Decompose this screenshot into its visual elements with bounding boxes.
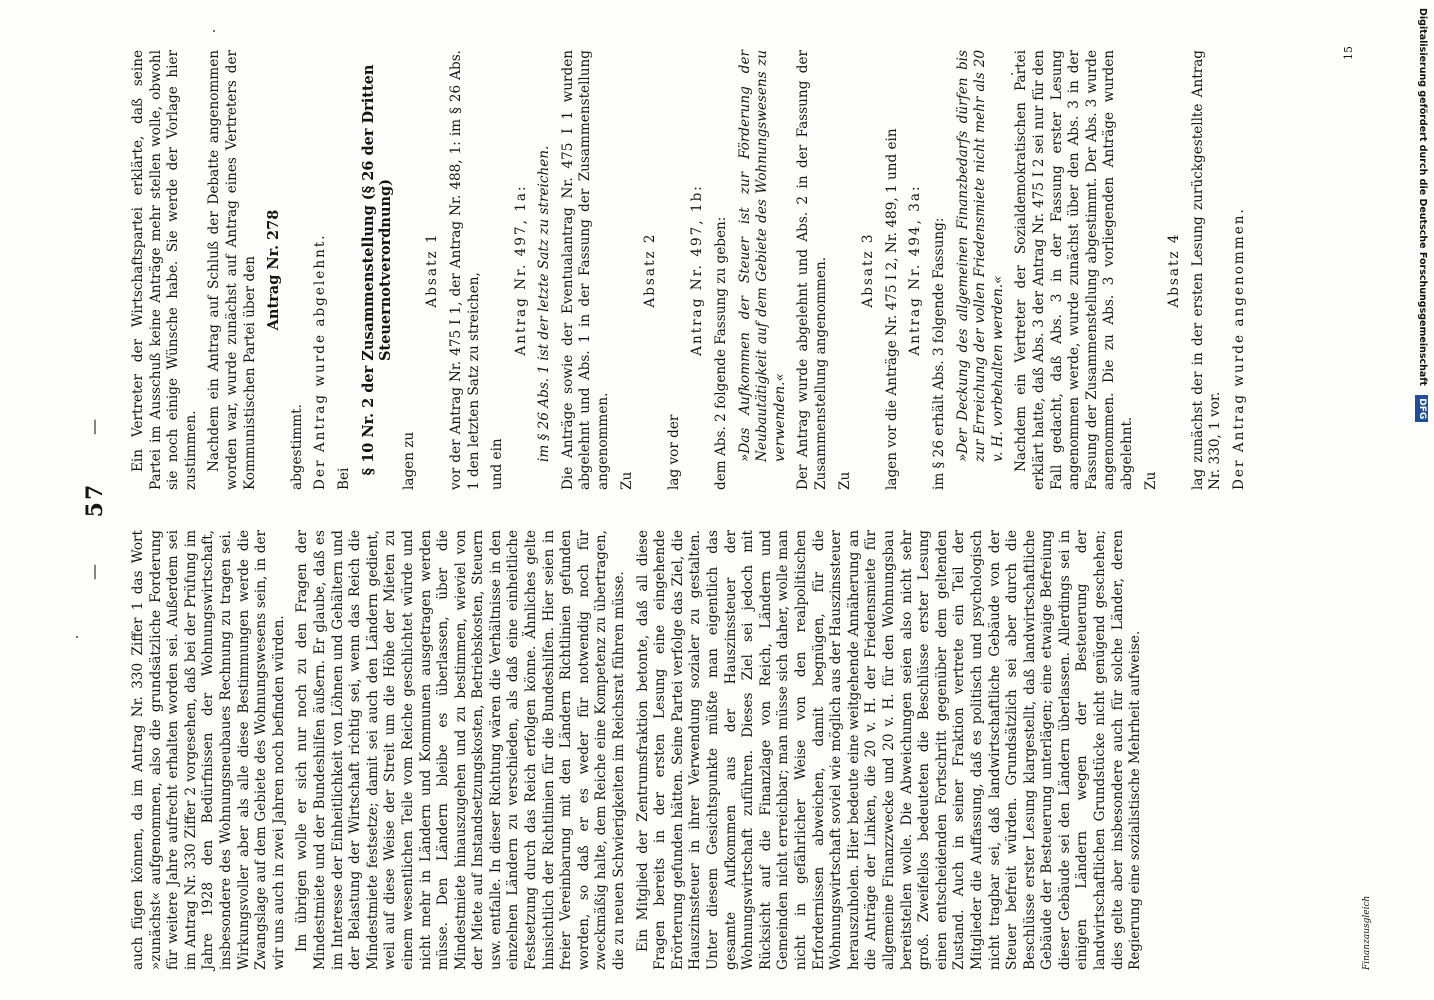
right-paragraph-3: abgestimmt. bbox=[288, 404, 305, 490]
absatz-4-heading: Absatz 4 bbox=[1166, 232, 1183, 308]
antrag-278-heading: Antrag Nr. 278 bbox=[265, 209, 283, 331]
right-paragraph-14: Der Antrag wurde angenommen. bbox=[1230, 207, 1247, 490]
digitization-credit bbox=[1413, 8, 1431, 420]
zu-text-3: Zu bbox=[1142, 471, 1159, 490]
right-paragraph-intro: Ein Vertreter der Wirtschaftspartei erklärte, daß seine Partei im Ausschuß keine Anträge mehr stellen wolle, obwohl sie noch einige Wünsche habe. Sie werde der Vorlage hier zustimmen. bbox=[130, 50, 199, 490]
page-number: 57 bbox=[82, 482, 108, 518]
rotated-page-content bbox=[62, 10, 1392, 990]
footer-signature: Finanzausgleich bbox=[1362, 895, 1372, 970]
absatz-3-heading: Absatz 3 bbox=[860, 232, 877, 308]
credit-text: Digitalisierung gefördert durch die Deutsche Forschungsgemeinschaft bbox=[1417, 8, 1428, 386]
left-paragraph-1: auch fügen können, da im Antrag Nr. 330 Ziffer 1 das Wort »zunächst« aufgenommen, also die grundsätzliche Forderung für weitere Jahre aufrecht erhalten worden sei. Außerdem sei im Antrag Nr. 330 Ziffer 2 vorgesehen, daß bei der Prüfung im Jahre 1928 den Bedürfnissen der Wohnungswirtschaft, insbesondere des Wohnungsneubaues Rechnung zu tragen sei. Wirkungsvoller aber als alle diese Bestimmungen werde die Zwangslage auf dem Gebiete des Wohnungswesens sein, in der wir uns auch in zwei Jahren noch befinden würden. bbox=[130, 530, 287, 970]
digitization-sidebar bbox=[1413, 8, 1431, 420]
right-paragraph-11: im § 26 erhält Abs. 3 folgende Fassung: bbox=[930, 217, 947, 490]
right-column bbox=[130, 50, 1254, 490]
right-paragraph-7: Die Anträge sowie der Eventualantrag Nr. 475 I 1 wurden abgelehnt und Abs. 1 in der Fassung der Zusammenstellung angenommen. bbox=[559, 50, 612, 490]
right-paragraph-9: Der Antrag wurde abgelehnt und Abs. 2 in der Fassung der Zusammenstellung angenommen. bbox=[795, 50, 829, 490]
zu-text-2: Zu bbox=[836, 471, 853, 490]
left-paragraph-2: Im übrigen wolle er sich nur noch zu den Fragen der Mindestmiete und der Bundeshilfen äußern. Er glaube, daß es im Interesse der Einheitlichkeit von Löhnen und Gehältern und der Belastung der Wirtschaft richtig sei, wenn das Reich die Mindestmiete festsetze; damit sei auch den Ländern gedient, weil auf diese Weise der Streit um die Höhe der Mieten zu einem wesentlichen Teile vom Reiche geschlichtet würde und nicht mehr in Ländern und Kommunen ausgetragen werden müsse. Den Ländern bleibe es überlassen, über die Mindestmiete hinauszugehen und zu bestimmen, wieviel von der Miete auf Instandsetzungskosten, Betriebskosten, Steuern usw. entfalle. In dieser Richtung wären die Verhältnisse in den einzelnen Ländern zu verschieden, als daß eine einheitliche Festsetzung durch das Reich erfolgen könne. Ähnliches gelte hinsichtlich der Richtlinien für die Bundeshilfen. Hier seien in freier Vereinbarung mit den Ländern Richtlinien gefunden worden, so daß er es weder für notwendig noch für zweckmäßig halte, dem Reiche eine Kompetenz zu übertragen, die zu neuen Schwierigkeiten im Reichsrat führen müsse. bbox=[294, 530, 628, 970]
right-paragraph-12: Nachdem ein Vertreter der Sozialdemokratischen Partei erklärt hatte, daß Abs. 3 der Antrag Nr. 475 I 2 sei nur für den Fall gedacht, daß Abs. 3 in der Fassung erster Lesung angenommen werde, wurde zunächst über den Abs. 3 in der Fassung der Zusammenstellung abgestimmt. Der Abs. 3 wurde angenommen. Die zu Abs. 3 vorliegenden Anträge wurden abgelehnt. bbox=[1013, 50, 1135, 490]
antrag-497-1a-heading: Antrag Nr. 497, 1a: bbox=[512, 184, 529, 356]
bei-text: Bei bbox=[335, 467, 352, 490]
right-paragraph-10: lagen vor die Anträge Nr. 475 I 2, Nr. 489, 1 und ein bbox=[883, 128, 900, 490]
und-ein-text: und ein bbox=[489, 438, 506, 490]
right-paragraph-6: im § 26 Abs. 1 ist der letzte Satz zu streichen. bbox=[536, 145, 553, 462]
scan-speck bbox=[1011, 73, 1013, 75]
section-heading: § 10 Nr. 2 der Zusammenstellung (§ 26 der Dritten Steuernotverordnung) bbox=[359, 64, 395, 476]
right-paragraph-8: dem Abs. 2 folgende Fassung zu geben: bbox=[713, 216, 730, 490]
header-dash-left: — bbox=[84, 564, 103, 580]
right-paragraph-4: Der Antrag wurde abgelehnt. bbox=[312, 233, 329, 490]
dfg-logo: DFG bbox=[1415, 395, 1428, 422]
scan-speck bbox=[76, 636, 78, 638]
header-dash-right: — bbox=[84, 419, 103, 435]
right-paragraph-13: lag zunächst der in der ersten Lesung zurückgestellte Antrag Nr. 330, 1 vor. bbox=[1189, 50, 1224, 490]
left-paragraph-3: Ein Mitglied der Zentrumsfraktion betonte, daß all diese Fragen bereits in der ersten Lesung eine eingehende Erörterung gefunden hätten. Seine Partei verfolge das Ziel, die Hauszinssteuer in ihrer Verwendung sozialer zu gestalten. Unter diesem Gesichtspunkte müßte man eigentlich das gesamte Aufkommen aus der Hauszinssteuer der Wohnungswirtschaft zuführen. Dieses Ziel sei jedoch mit Rücksicht auf die Finanzlage von Reich, Ländern und Gemeinden nicht erreichbar; man müsse sich daher, wolle man nicht in gefährlicher Weise von den realpolitischen Erfordernissen abweichen, damit begnügen, für die Wohnungswirtschaft soviel wie möglich aus der Hauszinssteuer herauszuholen. Hier bedeute eine weitgehende Annäherung an die Anträge der Linken, die 20 v. H. der Friedensmiete für allgemeine Finanzzwecke und 20 v. H. für den Wohnungsbau bereitstellen wolle. Die Abweichungen seien also nicht sehr groß. Zweifellos bedeuteten die Beschlüsse erster Lesung einen entscheidenden Fortschritt gegenüber dem geltenden Zustand. Auch in seiner Fraktion vertrete ein Teil der Mitglieder die Auffassung, daß es politisch und psychologisch nicht tragbar sei, daß landwirtschaftliche Gebäude von der Steuer befreit würden. Grundsätzlich sei aber durch die Beschlüsse erster Lesung klargestellt, daß landwirtschaftliche Gebäude der Besteuerung unterlägen; eine etwaige Befreiung dieser Gebäude sei den Ländern überlassen. Allerdings sei in einigen Ländern wegen der Besteuerung der landwirtschaftlichen Grundstücke nicht genügend geschehen; dies gelte aber insbesondere auch für solche Länder, deren Regierung eine sozialistische Mehrheit aufweise. bbox=[634, 530, 1144, 970]
antrag-494-heading: Antrag Nr. 494, 3a: bbox=[907, 184, 924, 356]
zu-text-1: Zu bbox=[618, 471, 635, 490]
absatz-2-heading: Absatz 2 bbox=[642, 232, 659, 308]
lagen-zu-text: lagen zu bbox=[400, 431, 417, 490]
lag-vor-text: lag vor der bbox=[665, 414, 682, 490]
quote-1: »Das Aufkommen der Steuer ist zur Förderung der Neubautätigkeit auf dem Gebiete des Wohnungswesens zu verwenden.« bbox=[736, 50, 788, 462]
absatz-1-heading: Absatz 1 bbox=[424, 232, 441, 308]
right-paragraph-5: vor der Antrag Nr. 475 I 1, der Antrag Nr. 488, 1: im § 26 Abs. 1 den letzten Satz zu streichen, bbox=[447, 50, 482, 490]
footer-page-marker: 15 bbox=[1342, 46, 1355, 60]
antrag-497-1b-heading: Antrag Nr. 497, 1b: bbox=[689, 184, 706, 356]
quote-2: »Der Deckung des allgemeinen Finanzbedarfs dürfen bis zur Erreichung der vollen Friedensmiete nicht mehr als 20 v. H. vorbehalten werden.« bbox=[954, 50, 1006, 462]
scan-speck bbox=[213, 30, 215, 32]
left-column bbox=[130, 530, 1151, 970]
right-paragraph-2: Nachdem ein Antrag auf Schluß der Debatte angenommen worden war, wurde zunächst auf Antrag eines Vertreters der Kommunistischen Partei über den bbox=[206, 50, 258, 490]
